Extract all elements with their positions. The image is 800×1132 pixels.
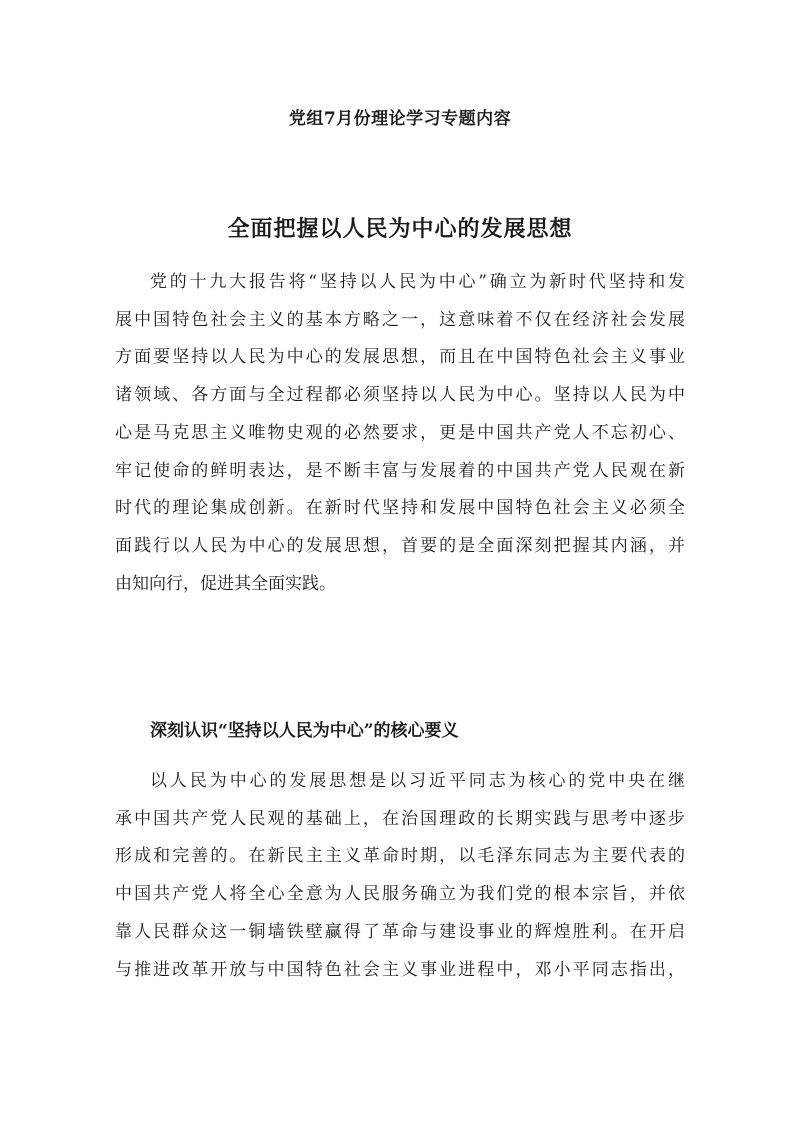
paragraph-line: 牢记使命的鲜明表达，是不断丰富与发展着的中国共产党人民观在新 [115,460,685,481]
paragraph-line: 中国共产党人将全心全意为人民服务确立为我们党的根本宗旨，并依 [115,884,685,905]
paragraph-line: 靠人民群众这一铜墙铁壁赢得了革命与建设事业的辉煌胜利。在开启 [115,921,685,942]
paragraph-line: 以人民为中心的发展思想是以习近平同志为核心的党中央在继 [150,771,685,791]
paragraph-body [115,763,685,989]
document-header: 党组7月份理论学习专题内容 [288,109,512,129]
paragraph-line: 形成和完善的。在新民主主义革命时期，以毛泽东同志为主要代表的 [115,846,685,867]
paragraph-line: 诸领域、各方面与全过程都必须坚持以人民为中心。坚持以人民为中 [115,385,685,406]
paragraph-line: 方面要坚持以人民为中心的发展思想，而且在中国特色社会主义事业 [115,347,685,368]
paragraph-line: 心是马克思主义唯物史观的必然要求，更是中国共产党人不忘初心、 [115,422,685,443]
section-heading: 深刻认识“坚持以人民为中心”的核心要义 [150,721,459,741]
paragraph-line: 承中国共产党人民观的基础上，在治国理政的长期实践与思考中逐步 [115,808,685,829]
paragraph-line: 时代的理论集成创新。在新时代坚持和发展中国特色社会主义必须全 [115,498,685,519]
paragraph-line: 由知向行，促进其全面实践。 [115,573,336,594]
paragraph-line: 展中国特色社会主义的基本方略之一，这意味着不仅在经济社会发展 [115,309,685,330]
paragraph-line: 党的十九大报告将“坚持以人民为中心”确立为新时代坚持和发 [150,272,685,292]
document-title: 全面把握以人民为中心的发展思想 [227,216,573,242]
paragraph-intro [115,264,685,603]
paragraph-line: 面践行以人民为中心的发展思想，首要的是全面深刻把握其内涵，并 [115,535,685,556]
paragraph-line: 与推进改革开放与中国特色社会主义事业进程中，邓小平同志指出， [115,959,685,980]
